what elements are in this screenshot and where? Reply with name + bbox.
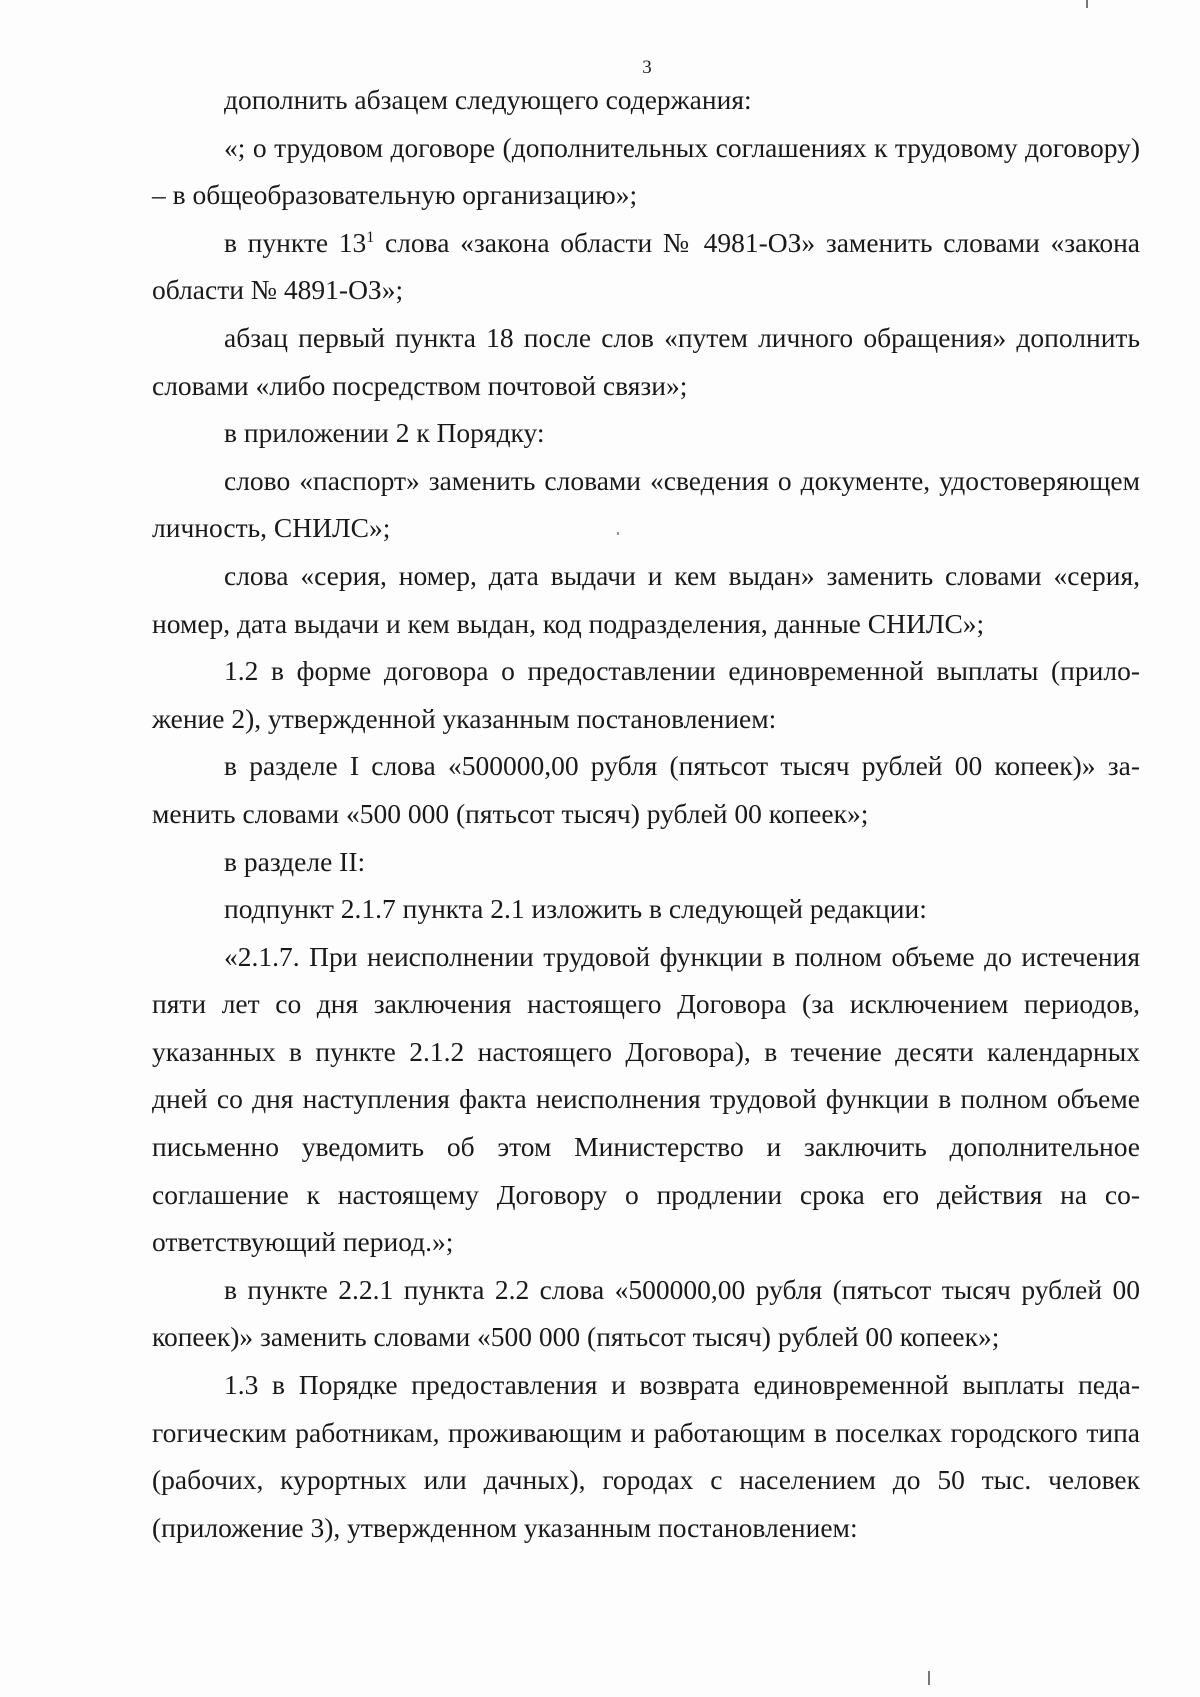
paragraph: дополнить абзацем следующего содержания:	[224, 84, 752, 115]
page-number: 3	[642, 57, 652, 78]
paragraph: абзац первый пункта 18 после слов «путем личного обращения» дополнить словами «либо посредством почтовой связи»;	[152, 321, 1140, 401]
paragraph: слово «паспорт» заменить словами «сведения о документе, удостоверяющем личность, СНИЛС»;	[152, 464, 1140, 544]
superscript: 1	[366, 228, 375, 246]
paragraph: подпункт 2.1.7 пункта 2.1 изложить в следующей редакции:	[224, 893, 927, 925]
scan-mark	[928, 1671, 930, 1685]
paragraph: 1.3 в Порядке предоставления и возврата единовременной выплаты педагогическим работникам, проживающим и работающим в поселках городского типа (рабочих, курортных или дачных), городах с населением до 50 тыс. человек (приложение 3), утвержденном указанным постановлением:	[152, 1369, 1140, 1543]
paragraph	[152, 219, 1140, 314]
paragraph: 1.2 в форме договора о предоставлении единовременной выплаты (приложение 2), утвержденной указанным постановлением:	[152, 655, 1140, 734]
paragraph: «2.1.7. При неисполнении трудовой функции в полном объеме до истечения пяти лет со дня заключения настоящего Договора (за исключением периодов, указанных в пункте 2.1.2 настоящего Договора), в течение десяти календарных дней со дня наступления факта неисполнения трудовой функции в полном объеме письменно уведомить об этом Министерство и заключить дополнительное соглашение к настоящему Договору о продлении срока его действия на соответствующий период.»;	[152, 940, 1140, 1258]
paragraph: слова «серия, номер, дата выдачи и кем выдан» заменить словами «серия, номер, дата выдачи и кем выдан, код подразделения, данные СНИЛС»;	[152, 559, 1140, 639]
scan-mark	[1086, 0, 1088, 8]
paragraph: в разделе I слова «500000,00 рубля (пятьсот тысяч рублей 00 копеек)» заменить словами «500 000 (пятьсот тысяч) рублей 00 копеек»;	[152, 750, 1140, 829]
paragraph: в пункте 2.2.1 пункта 2.2 слова «500000,00 рубля (пятьсот тысяч рублей 00 копеек)» заменить словами «500 000 (пятьсот тысяч) рублей 00 копеек»;	[152, 1273, 1140, 1353]
paragraph-text: в пункте 13	[224, 226, 367, 258]
paragraph: «; о трудовом договоре (дополнительных соглашениях к трудовому договору) – в общеобразовательную организацию»;	[152, 131, 1140, 211]
paragraph-text: слова «закона области № 4981-ОЗ» заменить словами «закона области № 4891-ОЗ»;	[152, 226, 1140, 306]
document-body	[152, 76, 1140, 1551]
paragraph: в приложении 2 к Порядку:	[224, 417, 545, 449]
paragraph: в разделе II:	[224, 845, 366, 877]
